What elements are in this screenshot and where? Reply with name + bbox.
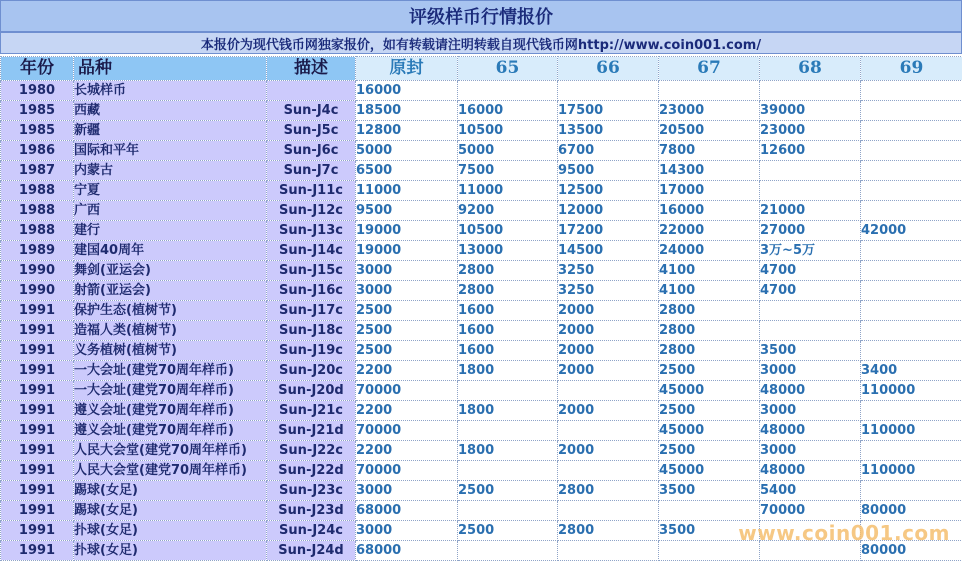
grade-68-price-cell: 48000: [760, 381, 861, 401]
table-row: [1, 341, 962, 361]
table-row: [1, 321, 962, 341]
grade-68-price-cell: 39000: [760, 101, 861, 121]
grade-65-price-cell: 1800: [458, 361, 558, 381]
year-cell: 1990: [1, 281, 74, 301]
sealed-price-cell: 70000: [356, 421, 458, 441]
table-row: [1, 481, 962, 501]
table-row: [1, 501, 962, 521]
grade-69-price-cell: 110000: [861, 381, 962, 401]
grade-66-price-cell: 2800: [558, 481, 659, 501]
grade-68-price-cell: 3000: [760, 441, 861, 461]
description-cell: [267, 81, 356, 101]
grade-65-price-cell: 7500: [458, 161, 558, 181]
sealed-price-cell: 19000: [356, 241, 458, 261]
year-cell: 1980: [1, 81, 74, 101]
year-cell: 1991: [1, 381, 74, 401]
description-cell: Sun-J11c: [267, 181, 356, 201]
grade-65-price-cell: 10500: [458, 121, 558, 141]
description-cell: Sun-J13c: [267, 221, 356, 241]
column-header-grade-68: 68: [760, 57, 861, 81]
sealed-price-cell: 6500: [356, 161, 458, 181]
grade-67-price-cell: 24000: [659, 241, 760, 261]
grade-68-price-cell: [760, 181, 861, 201]
grade-68-price-cell: [760, 161, 861, 181]
column-header-grade-65: 65: [458, 57, 558, 81]
sealed-price-cell: 3000: [356, 261, 458, 281]
grade-66-price-cell: [558, 381, 659, 401]
grade-65-price-cell: 13000: [458, 241, 558, 261]
grade-67-price-cell: 2500: [659, 401, 760, 421]
grade-66-price-cell: 3250: [558, 261, 659, 281]
grade-68-price-cell: 48000: [760, 421, 861, 441]
description-cell: Sun-J20d: [267, 381, 356, 401]
grade-69-price-cell: [861, 161, 962, 181]
table-row: [1, 141, 962, 161]
sealed-price-cell: 18500: [356, 101, 458, 121]
variety-cell: 踢球(女足): [74, 501, 267, 521]
variety-cell: 人民大会堂(建党70周年样币): [74, 461, 267, 481]
sealed-price-cell: 70000: [356, 461, 458, 481]
grade-66-price-cell: 2000: [558, 321, 659, 341]
grade-69-price-cell: 110000: [861, 461, 962, 481]
grade-65-price-cell: 1600: [458, 341, 558, 361]
grade-68-price-cell: [760, 321, 861, 341]
column-header-year: 年份: [1, 57, 74, 81]
year-cell: 1987: [1, 161, 74, 181]
sealed-price-cell: 11000: [356, 181, 458, 201]
year-cell: 1991: [1, 541, 74, 561]
grade-65-price-cell: 2800: [458, 281, 558, 301]
variety-cell: 建行: [74, 221, 267, 241]
grade-69-price-cell: [861, 481, 962, 501]
year-cell: 1985: [1, 101, 74, 121]
grade-69-price-cell: [861, 141, 962, 161]
table-row: [1, 301, 962, 321]
variety-cell: 国际和平年: [74, 141, 267, 161]
year-cell: 1988: [1, 201, 74, 221]
variety-cell: 西藏: [74, 101, 267, 121]
column-header-grade-66: 66: [558, 57, 659, 81]
grade-69-price-cell: [861, 281, 962, 301]
grade-65-price-cell: 1800: [458, 401, 558, 421]
year-cell: 1991: [1, 401, 74, 421]
grade-65-price-cell: 16000: [458, 101, 558, 121]
grade-66-price-cell: 12000: [558, 201, 659, 221]
sealed-price-cell: 2500: [356, 301, 458, 321]
grade-65-price-cell: 5000: [458, 141, 558, 161]
sealed-price-cell: 5000: [356, 141, 458, 161]
description-cell: Sun-J14c: [267, 241, 356, 261]
grade-68-price-cell: 48000: [760, 461, 861, 481]
grade-66-price-cell: 2000: [558, 441, 659, 461]
grade-69-price-cell: [861, 441, 962, 461]
variety-cell: 遵义会址(建党70周年样币): [74, 421, 267, 441]
grade-65-price-cell: 2500: [458, 481, 558, 501]
grade-67-price-cell: 20500: [659, 121, 760, 141]
grade-69-price-cell: [861, 201, 962, 221]
description-cell: Sun-J24d: [267, 541, 356, 561]
sealed-price-cell: 70000: [356, 381, 458, 401]
year-cell: 1991: [1, 421, 74, 441]
table-row: [1, 181, 962, 201]
grade-67-price-cell: 45000: [659, 421, 760, 441]
grade-68-price-cell: 4700: [760, 261, 861, 281]
table-row: [1, 401, 962, 421]
table-row: [1, 121, 962, 141]
page-title: 评级样币行情报价: [409, 3, 553, 29]
grade-66-price-cell: 2800: [558, 521, 659, 541]
grade-68-price-cell: 4700: [760, 281, 861, 301]
grade-67-price-cell: 17000: [659, 181, 760, 201]
grade-65-price-cell: [458, 81, 558, 101]
grade-65-price-cell: 1600: [458, 301, 558, 321]
column-header-grade-69: 69: [861, 57, 962, 81]
year-cell: 1988: [1, 181, 74, 201]
grade-65-price-cell: 10500: [458, 221, 558, 241]
description-cell: Sun-J7c: [267, 161, 356, 181]
description-cell: Sun-J17c: [267, 301, 356, 321]
description-cell: Sun-J24c: [267, 521, 356, 541]
variety-cell: 建国40周年: [74, 241, 267, 261]
grade-67-price-cell: 2500: [659, 441, 760, 461]
grade-69-price-cell: 42000: [861, 221, 962, 241]
column-header-description: 描述: [267, 57, 356, 81]
variety-cell: 保护生态(植树节): [74, 301, 267, 321]
grade-66-price-cell: 13500: [558, 121, 659, 141]
grade-69-price-cell: 3400: [861, 361, 962, 381]
description-cell: Sun-J5c: [267, 121, 356, 141]
description-cell: Sun-J23d: [267, 501, 356, 521]
table-row: [1, 201, 962, 221]
grade-66-price-cell: 12500: [558, 181, 659, 201]
table-row: [1, 261, 962, 281]
grade-67-price-cell: [659, 81, 760, 101]
description-cell: Sun-J23c: [267, 481, 356, 501]
table-row: [1, 461, 962, 481]
grade-69-price-cell: [861, 301, 962, 321]
description-cell: Sun-J4c: [267, 101, 356, 121]
sealed-price-cell: 2200: [356, 441, 458, 461]
grade-68-price-cell: 5400: [760, 481, 861, 501]
sealed-price-cell: 2500: [356, 321, 458, 341]
description-cell: Sun-J19c: [267, 341, 356, 361]
grade-67-price-cell: 4100: [659, 261, 760, 281]
variety-cell: 内蒙古: [74, 161, 267, 181]
table-row: [1, 361, 962, 381]
variety-cell: 扑球(女足): [74, 541, 267, 561]
price-table: [0, 56, 962, 561]
year-cell: 1991: [1, 521, 74, 541]
grade-68-price-cell: 12600: [760, 141, 861, 161]
grade-66-price-cell: [558, 461, 659, 481]
description-cell: Sun-J21c: [267, 401, 356, 421]
variety-cell: 宁夏: [74, 181, 267, 201]
grade-67-price-cell: 45000: [659, 461, 760, 481]
sealed-price-cell: 3000: [356, 481, 458, 501]
grade-66-price-cell: 2000: [558, 341, 659, 361]
variety-cell: 踢球(女足): [74, 481, 267, 501]
year-cell: 1991: [1, 341, 74, 361]
description-cell: Sun-J12c: [267, 201, 356, 221]
grade-68-price-cell: 3000: [760, 401, 861, 421]
grade-67-price-cell: 2800: [659, 341, 760, 361]
variety-cell: 新疆: [74, 121, 267, 141]
grade-65-price-cell: 11000: [458, 181, 558, 201]
grade-65-price-cell: [458, 541, 558, 561]
table-row: [1, 101, 962, 121]
grade-66-price-cell: 3250: [558, 281, 659, 301]
grade-69-price-cell: [861, 401, 962, 421]
subtitle-bar: [0, 32, 962, 54]
column-header-variety: 品种: [74, 57, 267, 81]
watermark: www.coin001.com: [738, 521, 950, 545]
grade-66-price-cell: [558, 81, 659, 101]
year-cell: 1991: [1, 361, 74, 381]
grade-66-price-cell: [558, 421, 659, 441]
grade-67-price-cell: 45000: [659, 381, 760, 401]
description-cell: Sun-J21d: [267, 421, 356, 441]
grade-67-price-cell: 14300: [659, 161, 760, 181]
variety-cell: 舞剑(亚运会): [74, 261, 267, 281]
grade-69-price-cell: 110000: [861, 421, 962, 441]
grade-68-price-cell: 21000: [760, 201, 861, 221]
grade-68-price-cell: 70000: [760, 501, 861, 521]
column-header-sealed: 原封: [356, 57, 458, 81]
grade-69-price-cell: [861, 121, 962, 141]
grade-66-price-cell: 17200: [558, 221, 659, 241]
grade-68-price-cell: 23000: [760, 121, 861, 141]
grade-68-price-cell: 3万~5万: [760, 241, 861, 261]
sealed-price-cell: 9500: [356, 201, 458, 221]
table-row: [1, 281, 962, 301]
grade-69-price-cell: [861, 181, 962, 201]
grade-68-price-cell: [760, 301, 861, 321]
grade-69-price-cell: 80000: [861, 541, 962, 561]
sealed-price-cell: 68000: [356, 541, 458, 561]
grade-66-price-cell: 17500: [558, 101, 659, 121]
sealed-price-cell: 16000: [356, 81, 458, 101]
variety-cell: 广西: [74, 201, 267, 221]
copyright-notice: 本报价为现代钱币网独家报价，如有转载请注明转载自现代钱币网http://www.coin001.com/: [201, 34, 761, 53]
grade-65-price-cell: 2800: [458, 261, 558, 281]
sealed-price-cell: 12800: [356, 121, 458, 141]
description-cell: Sun-J15c: [267, 261, 356, 281]
sealed-price-cell: 3000: [356, 281, 458, 301]
table-row: [1, 381, 962, 401]
grade-69-price-cell: [861, 341, 962, 361]
grade-66-price-cell: [558, 501, 659, 521]
year-cell: 1991: [1, 441, 74, 461]
grade-67-price-cell: 22000: [659, 221, 760, 241]
grade-69-price-cell: [861, 321, 962, 341]
grade-67-price-cell: 2800: [659, 321, 760, 341]
year-cell: 1991: [1, 461, 74, 481]
header-row: [1, 57, 962, 81]
grade-66-price-cell: 9500: [558, 161, 659, 181]
grade-65-price-cell: [458, 461, 558, 481]
table-body: [1, 81, 962, 561]
year-cell: 1990: [1, 261, 74, 281]
description-cell: Sun-J16c: [267, 281, 356, 301]
table-row: [1, 221, 962, 241]
variety-cell: 遵义会址(建党70周年样币): [74, 401, 267, 421]
grade-66-price-cell: 2000: [558, 401, 659, 421]
variety-cell: 义务植树(植树节): [74, 341, 267, 361]
sealed-price-cell: 2500: [356, 341, 458, 361]
table-row: [1, 161, 962, 181]
grade-69-price-cell: [861, 81, 962, 101]
variety-cell: 射箭(亚运会): [74, 281, 267, 301]
grade-67-price-cell: 2800: [659, 301, 760, 321]
grade-65-price-cell: 2500: [458, 521, 558, 541]
description-cell: Sun-J6c: [267, 141, 356, 161]
table-row: [1, 421, 962, 441]
grade-68-price-cell: 3000: [760, 361, 861, 381]
year-cell: 1988: [1, 221, 74, 241]
variety-cell: 一大会址(建党70周年样币): [74, 361, 267, 381]
grade-65-price-cell: [458, 381, 558, 401]
grade-66-price-cell: 2000: [558, 301, 659, 321]
grade-66-price-cell: 6700: [558, 141, 659, 161]
variety-cell: 人民大会堂(建党70周年样币): [74, 441, 267, 461]
grade-68-price-cell: 3500: [760, 341, 861, 361]
year-cell: 1991: [1, 501, 74, 521]
description-cell: Sun-J22c: [267, 441, 356, 461]
sealed-price-cell: 68000: [356, 501, 458, 521]
variety-cell: 一大会址(建党70周年样币): [74, 381, 267, 401]
grade-67-price-cell: 2500: [659, 361, 760, 381]
grade-69-price-cell: [861, 241, 962, 261]
grade-69-price-cell: 80000: [861, 501, 962, 521]
description-cell: Sun-J18c: [267, 321, 356, 341]
table-row: [1, 81, 962, 101]
grade-65-price-cell: [458, 501, 558, 521]
grade-65-price-cell: 1600: [458, 321, 558, 341]
sealed-price-cell: 2200: [356, 401, 458, 421]
grade-67-price-cell: 23000: [659, 101, 760, 121]
grade-65-price-cell: [458, 421, 558, 441]
year-cell: 1991: [1, 481, 74, 501]
grade-67-price-cell: 7800: [659, 141, 760, 161]
grade-67-price-cell: [659, 501, 760, 521]
sealed-price-cell: 3000: [356, 521, 458, 541]
description-cell: Sun-J22d: [267, 461, 356, 481]
table-row: [1, 441, 962, 461]
year-cell: 1985: [1, 121, 74, 141]
grade-67-price-cell: 3500: [659, 481, 760, 501]
year-cell: 1991: [1, 301, 74, 321]
title-bar: [0, 0, 962, 32]
grade-69-price-cell: [861, 101, 962, 121]
grade-67-price-cell: 4100: [659, 281, 760, 301]
year-cell: 1991: [1, 321, 74, 341]
grade-66-price-cell: [558, 541, 659, 561]
grade-66-price-cell: 2000: [558, 361, 659, 381]
grade-69-price-cell: [861, 261, 962, 281]
grade-66-price-cell: 14500: [558, 241, 659, 261]
grade-68-price-cell: [760, 81, 861, 101]
description-cell: Sun-J20c: [267, 361, 356, 381]
column-header-grade-67: 67: [659, 57, 760, 81]
table-row: [1, 241, 962, 261]
grade-67-price-cell: 16000: [659, 201, 760, 221]
sealed-price-cell: 2200: [356, 361, 458, 381]
grade-68-price-cell: 27000: [760, 221, 861, 241]
grade-65-price-cell: 1800: [458, 441, 558, 461]
year-cell: 1986: [1, 141, 74, 161]
variety-cell: 造福人类(植树节): [74, 321, 267, 341]
grade-67-price-cell: 3500: [659, 521, 760, 541]
variety-cell: 长城样币: [74, 81, 267, 101]
sealed-price-cell: 19000: [356, 221, 458, 241]
grade-65-price-cell: 9200: [458, 201, 558, 221]
variety-cell: 扑球(女足): [74, 521, 267, 541]
year-cell: 1989: [1, 241, 74, 261]
